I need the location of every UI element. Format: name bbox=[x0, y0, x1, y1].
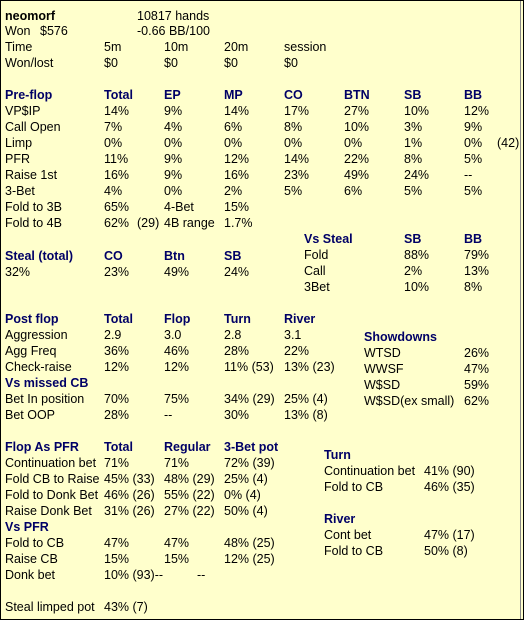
stat-value: 6% bbox=[224, 120, 243, 134]
stat-label: W$SD bbox=[364, 378, 401, 392]
stat-value: 17% bbox=[284, 104, 310, 118]
stat-value: 72% (39) bbox=[224, 456, 275, 470]
flop-pfr-col-total: Total bbox=[104, 440, 133, 454]
stat-label: Donk bet bbox=[5, 568, 56, 582]
wonlost-session: $0 bbox=[284, 56, 298, 70]
stat-value: 16% bbox=[224, 168, 250, 182]
stat-value: 13% (23) bbox=[284, 360, 335, 374]
stat-value: 55% (22) bbox=[164, 488, 215, 502]
steal-col-btn: Btn bbox=[164, 249, 185, 263]
stat-value: 49% bbox=[344, 168, 370, 182]
stat-value: 12% bbox=[104, 360, 130, 374]
period-20m: 20m bbox=[224, 40, 249, 54]
wonlost-5m: $0 bbox=[104, 56, 118, 70]
stat-value: 12% bbox=[164, 360, 190, 374]
steal-total-value: 32% bbox=[5, 265, 31, 279]
stat-value: 30% bbox=[224, 408, 250, 422]
stat-value: 2% bbox=[404, 264, 423, 278]
postflop-title: Post flop bbox=[5, 312, 59, 326]
wonlost-20m: $0 bbox=[224, 56, 238, 70]
stat-value: 9% bbox=[164, 168, 183, 182]
stat-value: 9% bbox=[164, 152, 183, 166]
stat-value: 50% (4) bbox=[224, 504, 268, 518]
stat-label: Bet OOP bbox=[5, 408, 56, 422]
fold-to-4b-value: 62% bbox=[104, 216, 130, 230]
stat-value: -- bbox=[197, 568, 206, 582]
stat-value: 50% (8) bbox=[424, 544, 468, 558]
steal-title: Steal (total) bbox=[5, 249, 74, 263]
preflop-col-bb: BB bbox=[464, 88, 483, 102]
stat-value: -- bbox=[464, 168, 473, 182]
stat-value: 12% bbox=[224, 152, 250, 166]
stat-label: Limp bbox=[5, 136, 33, 150]
stat-value: 31% (26) bbox=[104, 504, 155, 518]
steal-limped-label: Steal limped pot bbox=[5, 600, 95, 614]
stat-value: 5% bbox=[284, 184, 303, 198]
stat-value: 46% bbox=[164, 344, 190, 358]
fold-to-3b-value: 65% bbox=[104, 200, 130, 214]
stat-value: 14% bbox=[224, 104, 250, 118]
stat-label: Raise 1st bbox=[5, 168, 58, 182]
four-bet-label: 4-Bet bbox=[164, 200, 194, 214]
stat-value: 9% bbox=[464, 120, 483, 134]
stat-label: 3Bet bbox=[304, 280, 330, 294]
preflop-col-total: Total bbox=[104, 88, 133, 102]
stat-label: Check-raise bbox=[5, 360, 72, 374]
stat-value: 5% bbox=[464, 152, 483, 166]
stat-value: 70% bbox=[104, 392, 130, 406]
stat-value: 3.0 bbox=[164, 328, 182, 342]
stat-value: 0% bbox=[164, 184, 183, 198]
stat-value: 0% bbox=[284, 136, 303, 150]
stat-label: Fold to CB bbox=[5, 536, 65, 550]
stat-value: 0% bbox=[224, 136, 243, 150]
stat-value: 9% bbox=[164, 104, 183, 118]
stat-label: 3-Bet bbox=[5, 184, 35, 198]
period-session: session bbox=[284, 40, 327, 54]
stat-value: 16% bbox=[104, 168, 130, 182]
stat-label: PFR bbox=[5, 152, 30, 166]
stat-label: Aggression bbox=[5, 328, 68, 342]
period-5m: 5m bbox=[104, 40, 122, 54]
stat-value: 59% bbox=[464, 378, 490, 392]
stat-value: 75% bbox=[164, 392, 190, 406]
stat-label: Bet In position bbox=[5, 392, 85, 406]
stat-value: 23% bbox=[284, 168, 310, 182]
steal-col-co: CO bbox=[104, 249, 123, 263]
stat-value: 47% bbox=[464, 362, 490, 376]
stat-value: 2.8 bbox=[224, 328, 242, 342]
postflop-col-total: Total bbox=[104, 312, 133, 326]
stat-value: 8% bbox=[404, 152, 423, 166]
stat-value: 24% bbox=[224, 265, 250, 279]
stat-value: 4% bbox=[104, 184, 123, 198]
fold-to-3b-label: Fold to 3B bbox=[5, 200, 62, 214]
stat-label: Agg Freq bbox=[5, 344, 57, 358]
stat-label: W$SD(ex small) bbox=[364, 394, 455, 408]
wonlost-label: Won/lost bbox=[5, 56, 54, 70]
stat-label: Fold to CB bbox=[324, 480, 384, 494]
stat-value: 13% (8) bbox=[284, 408, 328, 422]
time-label: Time bbox=[5, 40, 33, 54]
stat-value: 7% bbox=[104, 120, 123, 134]
vs-missed-cb-title: Vs missed CB bbox=[5, 376, 89, 390]
stat-value: 71% bbox=[104, 456, 130, 470]
stat-value: 49% bbox=[164, 265, 190, 279]
hands-count: 10817 hands bbox=[137, 9, 210, 23]
flop-pfr-title: Flop As PFR bbox=[5, 440, 79, 454]
stat-value: 47% bbox=[164, 536, 190, 550]
stat-value: 0% bbox=[164, 136, 183, 150]
stat-value: -- bbox=[164, 408, 173, 422]
stat-value: 41% (90) bbox=[424, 464, 475, 478]
stat-value: 25% (4) bbox=[284, 392, 328, 406]
stat-value: 27% (22) bbox=[164, 504, 215, 518]
preflop-col-co: CO bbox=[284, 88, 303, 102]
stat-value: 0% bbox=[104, 136, 123, 150]
stat-value: 23% bbox=[104, 265, 130, 279]
stat-value: 12% bbox=[464, 104, 490, 118]
stat-label: Fold CB to Raise bbox=[5, 472, 100, 486]
stat-value: 10% bbox=[344, 120, 370, 134]
stat-value: 22% bbox=[284, 344, 310, 358]
vs-steal-col-sb: SB bbox=[404, 232, 422, 246]
stat-value: 11% bbox=[104, 152, 129, 166]
flop-pfr-col-regular: Regular bbox=[164, 440, 211, 454]
stat-label: WWSF bbox=[364, 362, 404, 376]
player-name: neomorf bbox=[5, 9, 55, 23]
stat-value: 71% bbox=[164, 456, 190, 470]
fold-to-4b-sample: (29) bbox=[137, 216, 160, 230]
stat-value: 15% bbox=[104, 552, 130, 566]
four-b-range-label: 4B range bbox=[164, 216, 215, 230]
stat-value: 12% (25) bbox=[224, 552, 275, 566]
stat-value: 34% (29) bbox=[224, 392, 275, 406]
stat-value: 0% bbox=[344, 136, 363, 150]
stat-value: 10% bbox=[404, 104, 430, 118]
sample-size: (42) bbox=[497, 136, 520, 150]
stat-value: 10% bbox=[404, 280, 430, 294]
stat-value: 36% bbox=[104, 344, 130, 358]
stat-value: 22% bbox=[344, 152, 370, 166]
stat-value: 47% (17) bbox=[424, 528, 475, 542]
steal-limped-value: 43% (7) bbox=[104, 600, 148, 614]
stat-value: 11% (53) bbox=[224, 360, 274, 374]
stat-value: 48% (29) bbox=[164, 472, 215, 486]
vs-steal-title: Vs Steal bbox=[304, 232, 353, 246]
stat-value: 28% bbox=[104, 408, 130, 422]
stat-value: 2% bbox=[224, 184, 243, 198]
stat-label: Call Open bbox=[5, 120, 61, 134]
turn-title: Turn bbox=[324, 448, 351, 462]
stat-value: 13% bbox=[464, 264, 490, 278]
preflop-col-ep: EP bbox=[164, 88, 181, 102]
stat-value: 24% bbox=[404, 168, 430, 182]
stat-value: 5% bbox=[404, 184, 423, 198]
stat-value: 46% (26) bbox=[104, 488, 155, 502]
stat-label: Continuation bet bbox=[5, 456, 97, 470]
wonlost-10m: $0 bbox=[164, 56, 178, 70]
showdowns-title: Showdowns bbox=[364, 330, 437, 344]
stat-value: 25% (4) bbox=[224, 472, 268, 486]
four-b-range-value: 1.7% bbox=[224, 216, 253, 230]
vs-steal-col-bb: BB bbox=[464, 232, 483, 246]
stat-value: 47% bbox=[104, 536, 130, 550]
stat-label: Call bbox=[304, 264, 326, 278]
stat-label: VP$IP bbox=[5, 104, 41, 118]
won-amount: $576 bbox=[40, 24, 68, 38]
fold-to-4b-label: Fold to 4B bbox=[5, 216, 62, 230]
preflop-col-sb: SB bbox=[404, 88, 422, 102]
stat-value: 14% bbox=[284, 152, 310, 166]
stat-value: 48% (25) bbox=[224, 536, 275, 550]
vs-pfr-title: Vs PFR bbox=[5, 520, 49, 534]
stat-label: Cont bet bbox=[324, 528, 372, 542]
stat-value: 1% bbox=[404, 136, 423, 150]
steal-col-sb: SB bbox=[224, 249, 242, 263]
stat-value: 10% (93)-- bbox=[104, 568, 164, 582]
river-title: River bbox=[324, 512, 356, 526]
stat-label: Fold bbox=[304, 248, 329, 262]
stat-value: 5% bbox=[464, 184, 483, 198]
stat-value: 79% bbox=[464, 248, 490, 262]
stat-label: Raise Donk Bet bbox=[5, 504, 92, 518]
stat-value: 8% bbox=[284, 120, 303, 134]
stat-value: 28% bbox=[224, 344, 250, 358]
stat-value: 8% bbox=[464, 280, 483, 294]
postflop-col-flop: Flop bbox=[164, 312, 191, 326]
stat-value: 3% bbox=[404, 120, 423, 134]
stat-value: 62% bbox=[464, 394, 490, 408]
stat-value: 0% (4) bbox=[224, 488, 261, 502]
stat-value: 15% bbox=[164, 552, 190, 566]
flop-pfr-col-3bet: 3-Bet pot bbox=[224, 440, 279, 454]
stat-value: 0% bbox=[464, 136, 483, 150]
stat-value: 45% (33) bbox=[104, 472, 155, 486]
four-bet-value: 15% bbox=[224, 200, 250, 214]
stat-value: 4% bbox=[164, 120, 183, 134]
postflop-col-turn: Turn bbox=[224, 312, 251, 326]
won-label: Won bbox=[5, 24, 31, 38]
stat-label: WTSD bbox=[364, 346, 401, 360]
preflop-title: Pre-flop bbox=[5, 88, 53, 102]
preflop-col-mp: MP bbox=[224, 88, 243, 102]
stat-value: 26% bbox=[464, 346, 490, 360]
stat-value: 27% bbox=[344, 104, 370, 118]
stat-value: 88% bbox=[404, 248, 430, 262]
period-10m: 10m bbox=[164, 40, 189, 54]
stat-label: Continuation bet bbox=[324, 464, 416, 478]
stat-value: 46% (35) bbox=[424, 480, 475, 494]
stat-value: 3.1 bbox=[284, 328, 302, 342]
bb-rate: -0.66 BB/100 bbox=[137, 24, 210, 38]
stat-value: 2.9 bbox=[104, 328, 122, 342]
preflop-col-btn: BTN bbox=[344, 88, 370, 102]
postflop-col-river: River bbox=[284, 312, 316, 326]
stat-label: Fold to CB bbox=[324, 544, 384, 558]
stat-label: Fold to Donk Bet bbox=[5, 488, 99, 502]
stat-label: Raise CB bbox=[5, 552, 58, 566]
stat-value: 6% bbox=[344, 184, 363, 198]
stat-value: 14% bbox=[104, 104, 130, 118]
